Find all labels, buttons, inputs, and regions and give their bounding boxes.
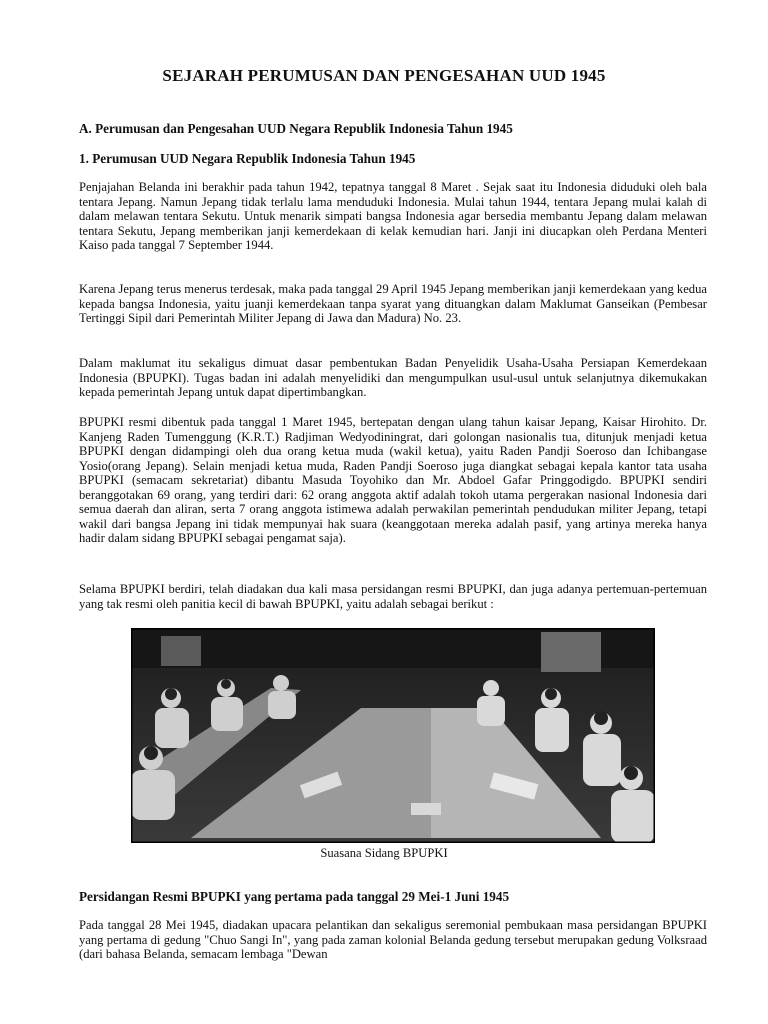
paragraph-1: Penjajahan Belanda ini berakhir pada tahun 1942, tepatnya tanggal 8 Maret . Sejak saat itu Indonesia diduduki oleh bala tentara Jepang. Namun Jepang tidak terlalu lama menduduki Indonesia. Mulai tahun 1944, tentara Jepang mulai kalah di dalam melawan tentara Sekutu. Untuk menarik simpati bangsa Indonesia agar bersedia membantu Jepang dalam melawan tentara Sekutu, Jepang memberikan janji kemerdekaan di kelak kemudian hari. Janji ini diucapkan oleh Perdana Menteri Kaiso pada tanggal 7 September 1944. xyxy=(79,180,707,252)
document-title: SEJARAH PERUMUSAN DAN PENGESAHAN UUD 1945 xyxy=(162,66,606,85)
photo-caption: Suasana Sidang BPUPKI xyxy=(320,846,448,860)
paragraph-2: Karena Jepang terus menerus terdesak, maka pada tanggal 29 April 1945 Jepang memberikan janji kemerdekaan yang kedua kepada bangsa Indonesia, yaitu juanji kemerdekaan tanpa syarat yang dituangkan dalam Maklumat Ganseikan (Pembesar Tertinggi Sipil dari Pemerintah Militer Jepang di Jawa dan Madura) No. 23. xyxy=(79,282,707,325)
paragraph-3: Dalam maklumat itu sekaligus dimuat dasar pembentukan Badan Penyelidik Usaha-Usaha Persiapan Kemerdekaan Indonesia (BPUPKI). Tugas badan ini adalah menyelidiki dan mengumpulkan usul-usul untuk selanjutnya dikemukakan kepada pemerintah Jepang untuk dapat dipertimbangkan. xyxy=(79,356,707,399)
session-photo xyxy=(131,628,655,843)
paragraph-4: BPUPKI resmi dibentuk pada tanggal 1 Maret 1945, bertepatan dengan ulang tahun kaisar Jepang, Kaisar Hirohito. Dr. Kanjeng Raden Tumenggung (K.R.T.) Radjiman Wedyodiningrat, dari golongan nasionalis tua, ditunjuk menjadi ketua BPUPKI dengan didampingi oleh dua orang ketua muda (wakil ketua), yaitu Raden Pandji Soeroso dan Ichibangase Yosio(orang Jepang). Selain menjadi ketua muda, Raden Pandji Soeroso juga diangkat sebagai kepala kantor tata usaha BPUPKI (semacam sekretariat) dibantu Masuda Toyohiko dan Mr. Abdoel Gafar Pringgodigdo. BPUPKI sendiri beranggotakan 69 orang, yang terdiri dari: 62 orang anggota aktif adalah tokoh utama pergerakan nasional Indonesia dari semua daerah dan aliran, serta 7 orang anggota istimewa adalah perwakilan pemerintah pendudukan militer Jepang, tetapi wakil dari bangsa Jepang ini tidak mempunyai hak suara (keanggotaan mereka adalah pasif, yang artinya mereka hanya hadir dalam sidang BPUPKI sebagai pengamat saja). xyxy=(79,415,707,545)
paragraph-5: Selama BPUPKI berdiri, telah diadakan dua kali masa persidangan resmi BPUPKI, dan juga adanya pertemuan-pertemuan yang tak resmi oleh panitia kecil di bawah BPUPKI, yaitu adalah sebagai berikut : xyxy=(79,582,707,611)
section-heading-a: A. Perumusan dan Pengesahan UUD Negara Republik Indonesia Tahun 1945 xyxy=(79,121,513,136)
paragraph-session: Pada tanggal 28 Mei 1945, diadakan upacara pelantikan dan sekaligus seremonial pembukaan masa persidangan BPUPKI yang pertama di gedung "Chuo Sangi In", yang pada zaman kolonial Belanda gedung tersebut merupakan gedung Volksraad (dari bahasa Belanda, semacam lembaga "Dewan xyxy=(79,918,707,961)
session-photo-image xyxy=(131,628,655,843)
subsection-heading-1: 1. Perumusan UUD Negara Republik Indonesia Tahun 1945 xyxy=(79,151,416,166)
session-heading: Persidangan Resmi BPUPKI yang pertama pada tanggal 29 Mei-1 Juni 1945 xyxy=(79,889,510,904)
